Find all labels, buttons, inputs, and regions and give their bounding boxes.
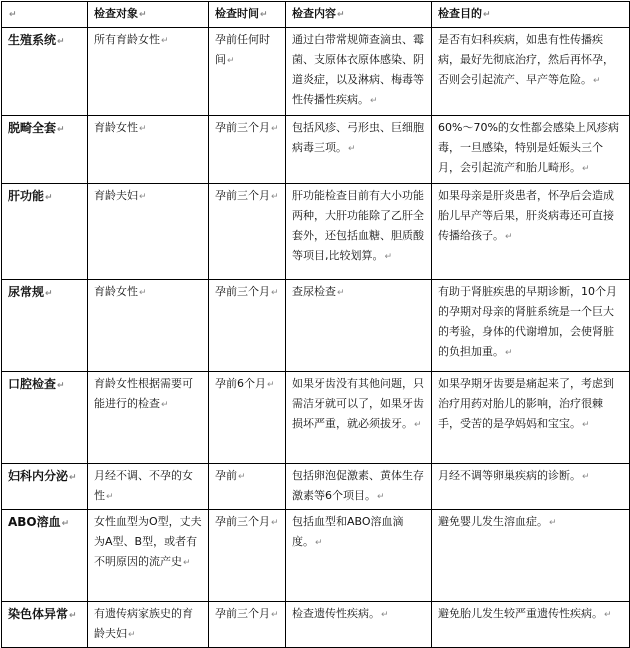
header-cell-corner xyxy=(2,2,88,28)
header-cell-content: 检查内容↵ xyxy=(286,2,432,28)
time-cell: 孕前↵ xyxy=(209,464,286,510)
category-cell: 妇科内分泌↵ xyxy=(2,464,88,510)
purpose-cell: 避免婴儿发生溶血症。↵ xyxy=(432,510,630,602)
category-cell: 尿常规↵ xyxy=(2,280,88,372)
table-row xyxy=(2,602,630,648)
category-cell: 生殖系统↵ xyxy=(2,28,88,116)
paragraph-mark: ↵ xyxy=(9,10,17,20)
table-row xyxy=(2,372,630,464)
pre-pregnancy-exam-table xyxy=(1,1,630,648)
content-cell: 包括卵泡促激素、黄体生存激素等6个项目。↵ xyxy=(286,464,432,510)
paragraph-mark: ↵ xyxy=(139,10,147,20)
header-cell-subject: 检查对象↵ xyxy=(88,2,209,28)
purpose-cell: 月经不调等卵巢疾病的诊断。↵ xyxy=(432,464,630,510)
subject-cell: 月经不调、不孕的女性↵ xyxy=(88,464,209,510)
table-row xyxy=(2,280,630,372)
time-cell: 孕前6个月↵ xyxy=(209,372,286,464)
purpose-cell: 避免胎儿发生较严重遗传性疾病。↵ xyxy=(432,602,630,648)
table-row xyxy=(2,510,630,602)
table-row xyxy=(2,28,630,116)
category-cell: 口腔检查↵ xyxy=(2,372,88,464)
content-cell: 查尿检查↵ xyxy=(286,280,432,372)
time-cell: 孕前任何时间↵ xyxy=(209,28,286,116)
purpose-cell: 如果母亲是肝炎患者，怀孕后会造成胎儿早产等后果，肝炎病毒还可直接传播给孩子。↵ xyxy=(432,184,630,280)
table-row xyxy=(2,464,630,510)
header-cell-purpose: 检查目的↵ xyxy=(432,2,630,28)
subject-cell: 育龄女性根据需要可能进行的检查↵ xyxy=(88,372,209,464)
paragraph-mark: ↵ xyxy=(483,10,491,20)
header-row xyxy=(2,2,630,28)
content-cell: 如果牙齿没有其他问题，只需洁牙就可以了，如果牙齿损坏严重，就必须拔牙。↵ xyxy=(286,372,432,464)
time-cell: 孕前三个月↵ xyxy=(209,116,286,184)
subject-cell: 育龄夫妇↵ xyxy=(88,184,209,280)
content-cell: 包括血型和ABO溶血滴度。↵ xyxy=(286,510,432,602)
content-cell: 包括风疹、弓形虫、巨细胞病毒三项。↵ xyxy=(286,116,432,184)
content-cell: 通过白带常规筛查滴虫、霉菌、支原体衣原体感染、阴道炎症，以及淋病、梅毒等性传播性疾病。↵ xyxy=(286,28,432,116)
purpose-cell: 60%～70%的女性都会感染上风疹病毒，一旦感染，特别是妊娠头三个月，会引起流产和胎儿畸形。↵ xyxy=(432,116,630,184)
time-cell: 孕前三个月↵ xyxy=(209,602,286,648)
time-cell: 孕前三个月↵ xyxy=(209,184,286,280)
purpose-cell: 是否有妇科疾病，如患有性传播疾病，最好先彻底治疗，然后再怀孕，否则会引起流产、早产等危险。↵ xyxy=(432,28,630,116)
purpose-cell: 如果孕期牙齿要是痛起来了，考虑到治疗用药对胎儿的影响，治疗很棘手，受苦的是孕妈妈和宝宝。↵ xyxy=(432,372,630,464)
subject-cell: 有遗传病家族史的育龄夫妇↵ xyxy=(88,602,209,648)
subject-cell: 育龄女性↵ xyxy=(88,280,209,372)
table-row xyxy=(2,116,630,184)
time-cell: 孕前三个月↵ xyxy=(209,510,286,602)
subject-cell: 女性血型为O型，丈夫为A型、B型，或者有不明原因的流产史↵ xyxy=(88,510,209,602)
subject-cell: 育龄女性↵ xyxy=(88,116,209,184)
category-cell: ABO溶血↵ xyxy=(2,510,88,602)
category-cell: 染色体异常↵ xyxy=(2,602,88,648)
content-cell: 肝功能检查目前有大小功能两种，大肝功能除了乙肝全套外，还包括血糖、胆质酸等项目,比较划算。↵ xyxy=(286,184,432,280)
paragraph-mark: ↵ xyxy=(337,10,345,20)
header-cell-time: 检查时间↵ xyxy=(209,2,286,28)
category-cell: 肝功能↵ xyxy=(2,184,88,280)
table-row xyxy=(2,184,630,280)
content-cell: 检查遗传性疾病。↵ xyxy=(286,602,432,648)
subject-cell: 所有育龄女性↵ xyxy=(88,28,209,116)
purpose-cell: 有助于肾脏疾患的早期诊断，10个月的孕期对母亲的肾脏系统是一个巨大的考验，身体的代谢增加，会使肾脏的负担加重。↵ xyxy=(432,280,630,372)
category-cell: 脱畸全套↵ xyxy=(2,116,88,184)
time-cell: 孕前三个月↵ xyxy=(209,280,286,372)
paragraph-mark: ↵ xyxy=(260,10,268,20)
